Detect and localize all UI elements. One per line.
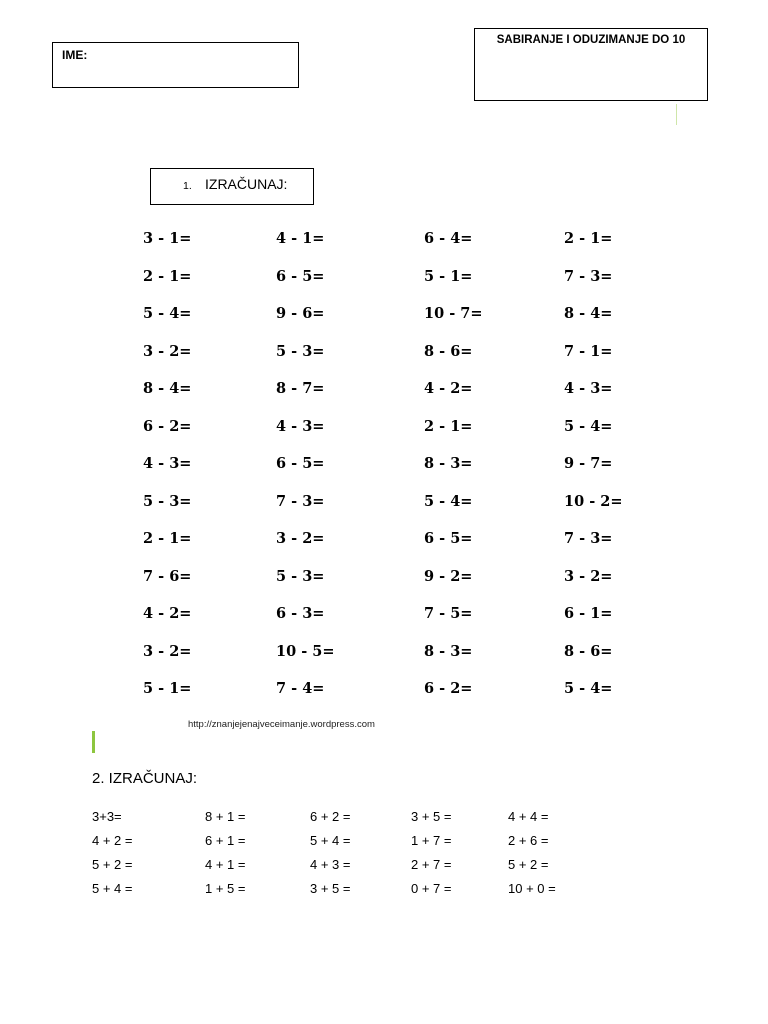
task1-equation: 7 - 5= <box>424 605 473 622</box>
task2-equation: 1 + 5 = <box>205 881 246 896</box>
task1-equation: 4 - 3= <box>564 380 613 397</box>
task1-equation: 7 - 3= <box>564 268 613 285</box>
task1-equation: 4 - 2= <box>143 605 192 622</box>
task1-equation: 6 - 5= <box>424 530 473 547</box>
worksheet-title: SABIRANJE I ODUZIMANJE DO 10 <box>496 34 686 46</box>
task1-equation: 8 - 6= <box>564 643 613 660</box>
task2-equation: 3+3= <box>92 809 122 824</box>
name-field-box[interactable] <box>52 42 299 88</box>
task1-equation: 3 - 2= <box>564 568 613 585</box>
task1-equation: 4 - 3= <box>276 418 325 435</box>
task1-equation: 3 - 2= <box>276 530 325 547</box>
decorative-line <box>676 104 677 125</box>
decorative-line <box>92 731 95 753</box>
task1-equation: 8 - 4= <box>143 380 192 397</box>
task2-equation: 4 + 4 = <box>508 809 549 824</box>
task2-equation: 3 + 5 = <box>310 881 351 896</box>
task1-equation: 6 - 1= <box>564 605 613 622</box>
task1-equation: 5 - 1= <box>143 680 192 697</box>
task1-label: IZRAČUNAJ: <box>205 176 288 192</box>
task1-equation: 9 - 2= <box>424 568 473 585</box>
task1-equation: 4 - 1= <box>276 230 325 247</box>
task2-equation: 5 + 4 = <box>310 833 351 848</box>
name-label: IME: <box>62 48 88 62</box>
task2-equation: 5 + 4 = <box>92 881 133 896</box>
task2-equation: 5 + 2 = <box>508 857 549 872</box>
task1-equation: 4 - 2= <box>424 380 473 397</box>
task1-equation: 5 - 3= <box>276 568 325 585</box>
task1-equation: 5 - 4= <box>143 305 192 322</box>
task1-equation: 5 - 1= <box>424 268 473 285</box>
task1-equation: 5 - 3= <box>276 343 325 360</box>
task1-equation: 10 - 2= <box>564 493 623 510</box>
task1-equation: 5 - 4= <box>564 680 613 697</box>
task1-equation: 5 - 4= <box>564 418 613 435</box>
task1-heading-box <box>150 168 314 205</box>
task2-equation: 6 + 1 = <box>205 833 246 848</box>
task1-equation: 4 - 3= <box>143 455 192 472</box>
task1-equation: 2 - 1= <box>564 230 613 247</box>
task1-equation: 7 - 3= <box>564 530 613 547</box>
task1-equation: 3 - 2= <box>143 643 192 660</box>
task2-equation: 5 + 2 = <box>92 857 133 872</box>
task1-equation: 6 - 2= <box>143 418 192 435</box>
task1-equation: 7 - 4= <box>276 680 325 697</box>
task2-equation: 4 + 1 = <box>205 857 246 872</box>
task1-equation: 2 - 1= <box>143 268 192 285</box>
task1-equation: 6 - 2= <box>424 680 473 697</box>
task2-equation: 8 + 1 = <box>205 809 246 824</box>
task1-equation: 8 - 3= <box>424 455 473 472</box>
task1-equation: 7 - 3= <box>276 493 325 510</box>
task1-equation: 6 - 3= <box>276 605 325 622</box>
task2-equation: 4 + 2 = <box>92 833 133 848</box>
task1-equation: 7 - 6= <box>143 568 192 585</box>
task1-equation: 8 - 4= <box>564 305 613 322</box>
task1-equation: 2 - 1= <box>424 418 473 435</box>
task2-equation: 2 + 6 = <box>508 833 549 848</box>
task1-equation: 5 - 4= <box>424 493 473 510</box>
task1-equation: 9 - 6= <box>276 305 325 322</box>
task1-equation: 2 - 1= <box>143 530 192 547</box>
source-url: http://znanjejenajveceimanje.wordpress.com <box>188 719 375 730</box>
task1-equation: 6 - 5= <box>276 455 325 472</box>
task1-equation: 8 - 7= <box>276 380 325 397</box>
task1-equation: 6 - 5= <box>276 268 325 285</box>
task1-equation: 3 - 2= <box>143 343 192 360</box>
task1-equation: 6 - 4= <box>424 230 473 247</box>
task1-equation: 3 - 1= <box>143 230 192 247</box>
task2-equation: 3 + 5 = <box>411 809 452 824</box>
task1-number: 1. <box>183 180 192 192</box>
task1-equation: 10 - 5= <box>276 643 335 660</box>
task1-equation: 8 - 6= <box>424 343 473 360</box>
task1-equation: 8 - 3= <box>424 643 473 660</box>
task1-equation: 7 - 1= <box>564 343 613 360</box>
task2-equation: 10 + 0 = <box>508 881 556 896</box>
task2-equation: 4 + 3 = <box>310 857 351 872</box>
task2-equation: 6 + 2 = <box>310 809 351 824</box>
task2-heading: 2. IZRAČUNAJ: <box>92 770 198 787</box>
task2-equation: 0 + 7 = <box>411 881 452 896</box>
task1-equation: 10 - 7= <box>424 305 483 322</box>
task1-equation: 9 - 7= <box>564 455 613 472</box>
task2-equation: 1 + 7 = <box>411 833 452 848</box>
task2-equation: 2 + 7 = <box>411 857 452 872</box>
title-box <box>474 28 708 101</box>
task1-equation: 5 - 3= <box>143 493 192 510</box>
